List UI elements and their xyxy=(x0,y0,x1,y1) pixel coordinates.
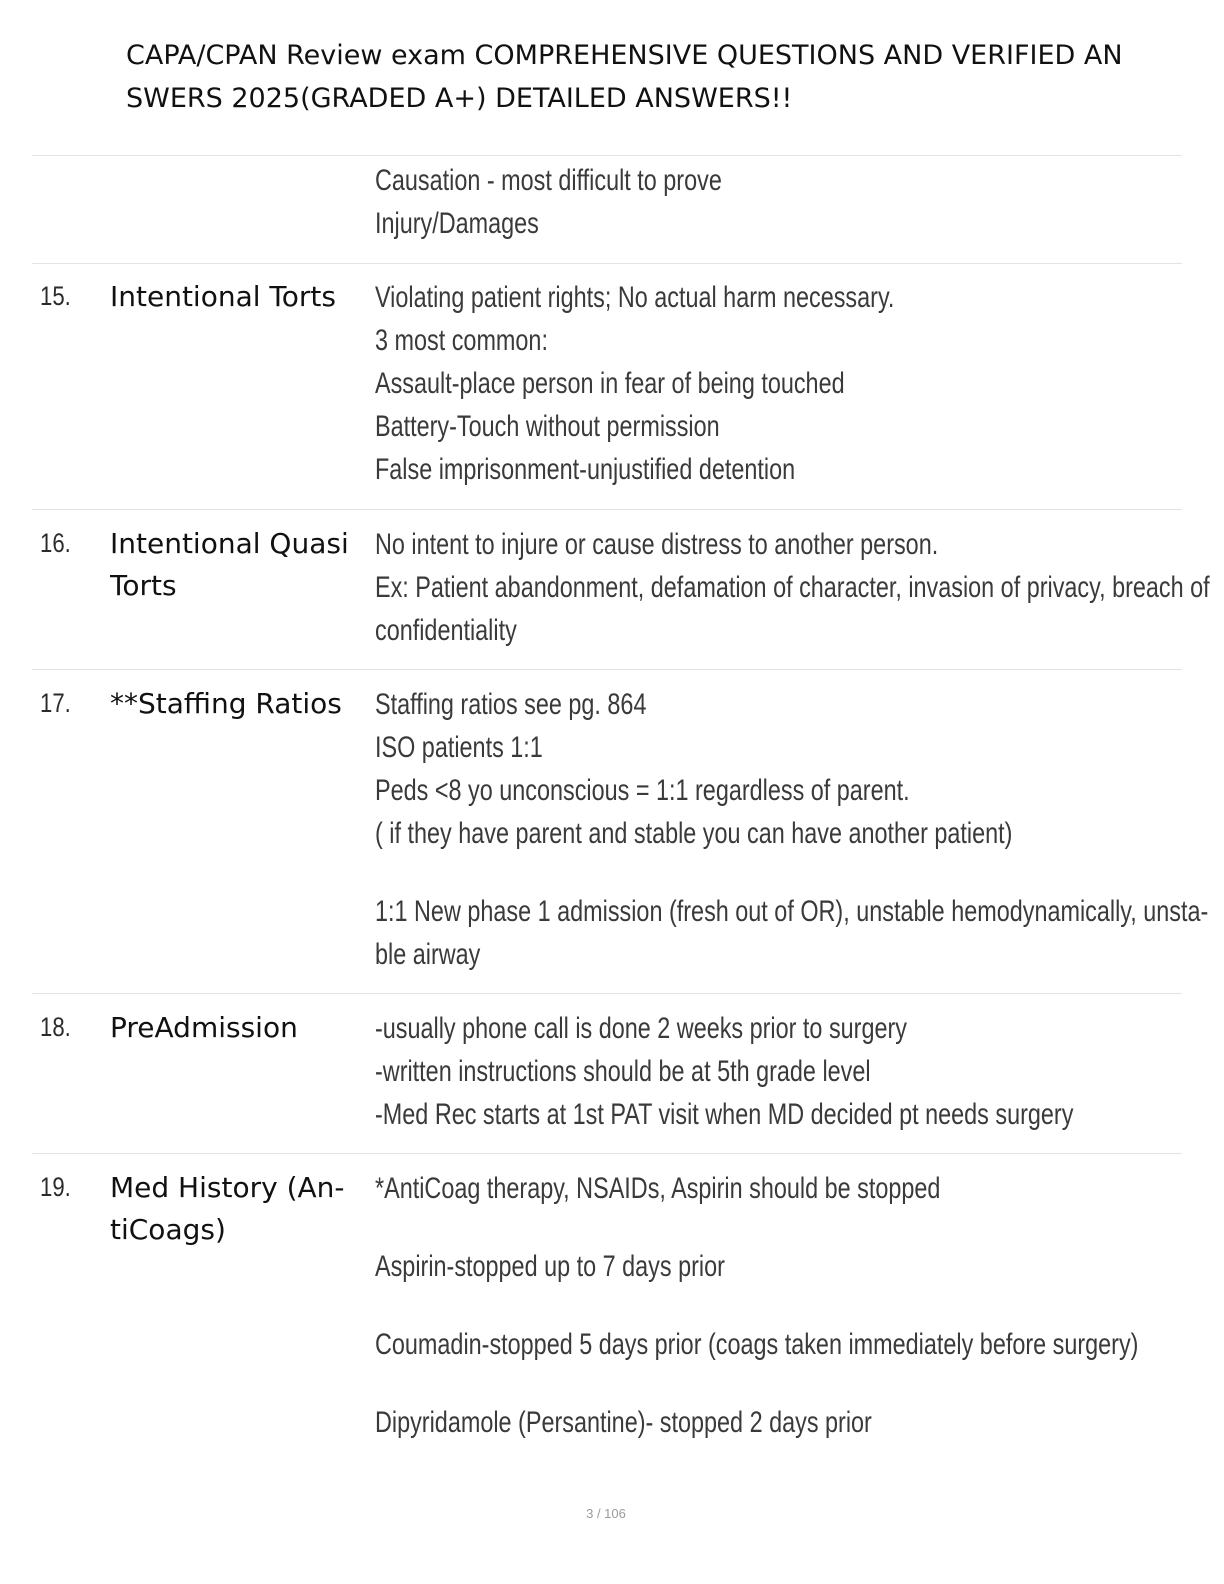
row-number: 15. xyxy=(40,281,71,311)
term-intentional-torts: Intentional Torts xyxy=(110,280,336,313)
definition-preadmission: -usually phone call is done 2 weeks prior to surgery -written instructions should be at 5th grade level -Med Rec starts at 1st PAT visit when MD decided pt needs surgery xyxy=(375,1012,1074,1131)
row-number: 16. xyxy=(40,528,71,558)
term-preadmission: PreAdmission xyxy=(110,1011,298,1044)
row-number: 17. xyxy=(40,688,71,718)
document-title-line-2: SWERS 2025(GRADED A+) DETAILED ANSWERS!! xyxy=(126,83,793,114)
document-title xyxy=(126,34,1224,120)
term-med-history-anticoags: Med History (An- tiCoags) xyxy=(110,1171,345,1246)
definition-continued: Causation - most difficult to prove Injury/Damages xyxy=(375,164,722,240)
row-divider xyxy=(32,155,1182,156)
row-divider xyxy=(32,669,1182,670)
definition-intentional-quasi-torts: No intent to injure or cause distress to another person. Ex: Patient abandonment, defamation of character, invasion of privacy, breach of confidentiality xyxy=(375,528,1210,647)
term-staffing-ratios: **Staffing Ratios xyxy=(110,687,342,720)
term-intentional-quasi-torts: Intentional Quasi Torts xyxy=(110,527,349,602)
row-number: 18. xyxy=(40,1012,71,1042)
definition-intentional-torts: Violating patient rights; No actual harm necessary. 3 most common: Assault-place person in fear of being touched Battery-Touch without permission False imprisonment-unjustified detention xyxy=(375,281,895,486)
row-divider xyxy=(32,993,1182,994)
definition-med-history-anticoags: *AntiCoag therapy, NSAIDs, Aspirin should be stopped Aspirin-stopped up to 7 days prior Coumadin-stopped 5 days prior (coags taken immediately before surgery) Dipyridamole (Persantine)- stopped 2 days prior xyxy=(375,1172,1139,1439)
row-number: 19. xyxy=(40,1172,71,1202)
row-divider xyxy=(32,263,1182,264)
row-divider xyxy=(32,1153,1182,1154)
definition-staffing-ratios: Staffing ratios see pg. 864 ISO patients 1:1 Peds <8 yo unconscious = 1:1 regardless of parent. ( if they have parent and stable you can have another patient) 1:1 New phase 1 admission (fresh out of OR), unstable hemodynamically, unsta- ble airway xyxy=(375,688,1209,971)
document-title-line-1: CAPA/CPAN Review exam COMPREHENSIVE QUESTIONS AND VERIFIED AN xyxy=(126,40,1123,71)
page-indicator: 3 / 106 xyxy=(586,1506,626,1521)
row-divider xyxy=(32,509,1182,510)
